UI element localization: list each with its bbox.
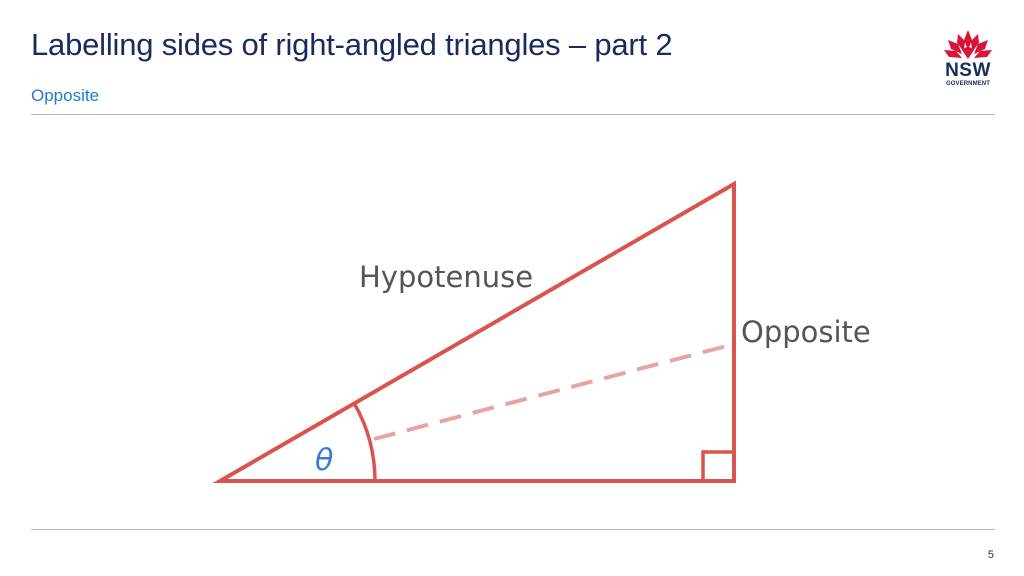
right-angle-marker bbox=[703, 452, 734, 481]
logo-government-text: GOVERNMENT bbox=[945, 81, 990, 87]
angle-arc bbox=[354, 403, 375, 481]
hypotenuse-label: Hypotenuse bbox=[359, 260, 534, 294]
opposite-label: Opposite bbox=[741, 315, 871, 349]
triangle-outline bbox=[220, 184, 734, 481]
theta-label: θ bbox=[315, 443, 334, 478]
footer-divider bbox=[31, 529, 995, 530]
logo-nsw-text: NSW bbox=[945, 60, 991, 81]
slide-subtitle: Opposite bbox=[31, 86, 100, 105]
dashed-angle-line bbox=[374, 344, 734, 439]
page-number: 5 bbox=[987, 549, 994, 561]
slide-title: Labelling sides of right-angled triangles – part 2 bbox=[31, 27, 673, 62]
